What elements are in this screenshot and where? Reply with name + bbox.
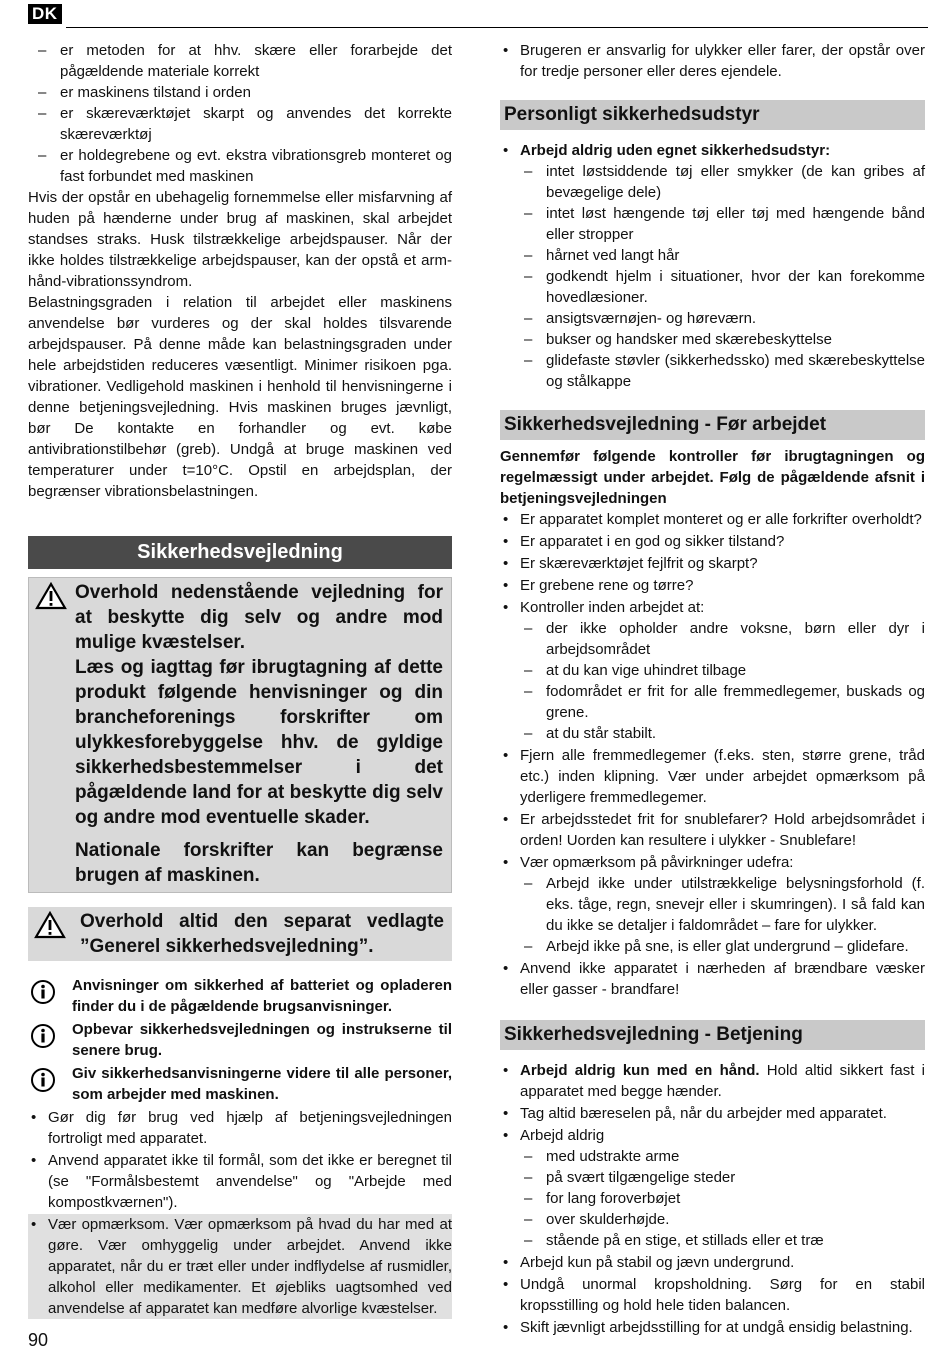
list-item: • Fjern alle fremmedlegemer (f.eks. sten, større grene, tråd etc.) inden klipning. Vær under arbejdet opmærksom på yderligere fremmedlegemer. bbox=[500, 745, 925, 808]
weather-sublist bbox=[524, 873, 925, 957]
warning-text: Læs og iagttag før ibrugtagning af dette produkt følgende henvisninger og din brancheforenings forskrifter om ulykkesforebyggelse hhv. de gyldige sikkerhedsbestemmelser i det pågældende land for at beskytte dig selv og andre mod eventuelle skader. bbox=[75, 657, 443, 828]
list-item: • Anvend ikke apparatet i nærheden af brændbare væsker eller gasser - brandfare! bbox=[500, 958, 925, 1000]
list-item: • Er apparatet i en god og sikker tilstand? bbox=[500, 531, 925, 552]
operation-heading: Sikkerhedsvejledning - Betjening bbox=[500, 1020, 925, 1050]
warning-box bbox=[28, 577, 452, 893]
list-item-text: Hold altid sikkert fast i apparatet med begge hænder. bbox=[520, 1062, 925, 1100]
warning-box bbox=[28, 907, 452, 961]
list-item: • Er skæreværktøjet fejlfrit og skarpt? bbox=[500, 553, 925, 574]
warning-triangle-icon bbox=[34, 911, 66, 939]
list-item-text: Vær opmærksom på påvirkninger udefra: bbox=[520, 854, 794, 871]
warning-text: Nationale forskrifter kan begrænse brugen af maskinen. bbox=[75, 840, 443, 886]
list-item: – med udstrakte arme bbox=[524, 1146, 925, 1167]
info-item bbox=[28, 1019, 452, 1061]
list-item: – fodområdet er frit for alle fremmedlegemer, buskads og grene. bbox=[524, 681, 925, 723]
general-bullets bbox=[28, 1107, 452, 1319]
ppe-sublist bbox=[524, 161, 925, 392]
language-tag: DK bbox=[28, 4, 62, 24]
list-item-text: Kontroller inden arbejdet at: bbox=[520, 599, 705, 616]
list-item: • Er apparatet komplet monteret og er alle forkrifter overholdt? bbox=[500, 509, 925, 530]
page-number: 90 bbox=[28, 1330, 49, 1350]
list-item: – glidefaste støvler (sikkerhedssko) med skærebeskyttelse og stålkappe bbox=[524, 350, 925, 392]
before-work-list bbox=[500, 509, 925, 1000]
list-item: – er maskinens tilstand i orden bbox=[38, 82, 452, 103]
never-work-sublist bbox=[524, 1146, 925, 1251]
list-item-bold: Arbejd aldrig kun med en hånd. bbox=[520, 1062, 760, 1079]
list-item: – stående på en stige, et stillads eller et træ bbox=[524, 1230, 925, 1251]
list-item bbox=[500, 1060, 925, 1102]
list-item: – for lang foroverbøjet bbox=[524, 1188, 925, 1209]
list-item: – Arbejd ikke på sne, is eller glat undergrund – glidefare. bbox=[524, 936, 925, 957]
list-item: • Arbejd kun på stabil og jævn undergrund. bbox=[500, 1252, 925, 1273]
list-item bbox=[500, 852, 925, 957]
info-text: Giv sikkerhedsanvisningerne videre til alle personer, som arbejder med maskinen. bbox=[72, 1065, 452, 1103]
list-item bbox=[500, 140, 925, 392]
list-item: • Tag altid bæreselen på, når du arbejder med apparatet. bbox=[500, 1103, 925, 1124]
section-title: Sikkerhedsvejledning bbox=[28, 536, 452, 569]
warning-triangle-icon bbox=[35, 582, 67, 610]
before-work-intro: Gennemfør følgende kontroller før ibrugtagningen og regelmæssigt under arbejdet. Følg de pågældende afsnit i betjeningsvejledningen bbox=[500, 448, 925, 507]
vibration-paragraph: Hvis der opstår en ubehagelig fornemmelse eller misfarvning af huden på hænderne under brug af maskinen, skal arbejdet standses straks. Husk tilstrækkelige arbejdspauser. Når der ikke holdes tilstrækkelige arbejdspauser, kan der opstå et arm-hånd-vibrationssyndrom. bbox=[28, 189, 452, 290]
header-rule bbox=[66, 27, 928, 28]
list-item: • Skift jævnligt arbejdsstilling for at undgå ensidig belastning. bbox=[500, 1317, 925, 1338]
list-item: – intet løstsiddende tøj eller smykker (de kan gribes af bevægelige dele) bbox=[524, 161, 925, 203]
info-icon bbox=[30, 1067, 56, 1093]
list-item: – at du står stabilt. bbox=[524, 723, 925, 744]
info-text: Anvisninger om sikkerhed af batteriet og opladeren finder du i de pågældende brugsanvisninger. bbox=[72, 977, 452, 1015]
list-item: – er metoden for at hhv. skære eller forarbejde det pågældende materiale korrekt bbox=[38, 40, 452, 82]
load-paragraph: Belastningsgraden i relation til arbejdet eller maskinens anvendelse bør vurderes og der skal holdes tilsvarende arbejdspauser. På denne måde kan belastningsgraden under hele arbejdstiden reduceres væsentligt. Minimer risikoen pga. vibrationer. Vedligehold maskinen i henhold til henvisningerne i denne betjeningsvejledning. Hvis maskinen bruges jævnligt, bør De kontakte en forhandler og evt. købe antivibrationstilbehør (greb). Undgå at bruge maskinen ved temperaturer under t=10°C. Opstil en arbejdsplan, der begrænser vibrationsbelastningen. bbox=[28, 294, 452, 500]
list-item: – intet løst hængende tøj eller tøj med hængende bånd eller stropper bbox=[524, 203, 925, 245]
list-item: – på svært tilgængelige steder bbox=[524, 1167, 925, 1188]
check-sublist bbox=[524, 618, 925, 744]
list-item: • Er grebene rene og tørre? bbox=[500, 575, 925, 596]
info-icon bbox=[30, 1023, 56, 1049]
warning-text: Overhold nedenstående vejledning for at beskytte dig selv og andre mod mulige kvæstelser. bbox=[75, 582, 443, 653]
list-item bbox=[500, 597, 925, 744]
check-list bbox=[38, 40, 452, 187]
info-item bbox=[28, 1063, 452, 1105]
ppe-list bbox=[500, 140, 925, 392]
list-item: • Brugeren er ansvarlig for ulykker eller farer, der opstår over for tredje personer eller deres ejendele. bbox=[500, 40, 925, 82]
list-item: – at du kan vige uhindret tilbage bbox=[524, 660, 925, 681]
info-item bbox=[28, 975, 452, 1017]
list-item: • Er arbejdsstedet frit for snublefarer? Hold arbejdsområdet i orden! Uorden kan resultere i ulykker - Snublefare! bbox=[500, 809, 925, 851]
ppe-lead: Arbejd aldrig uden egnet sikkerhedsudstyr: bbox=[520, 142, 831, 159]
info-text: Opbevar sikkerhedsvejledningen og instrukserne til senere brug. bbox=[72, 1021, 452, 1059]
list-item: – ansigtsværnøjen- og høreværn. bbox=[524, 308, 925, 329]
list-item: • Anvend apparatet ikke til formål, som det ikke er beregnet til (se "Formålsbestemt anvendelse" og "Arbejde med kompostkværnen"). bbox=[28, 1150, 452, 1213]
list-item: – der ikke opholder andre voksne, børn eller dyr i arbejdsområdet bbox=[524, 618, 925, 660]
before-work-heading: Sikkerhedsvejledning - Før arbejdet bbox=[500, 410, 925, 440]
list-item: – er holdegrebene og evt. ekstra vibrationsgreb monteret og fast forbundet med maskinen bbox=[38, 145, 452, 187]
list-item: – godkendt hjelm i situationer, hvor der kan forekomme hovedlæsioner. bbox=[524, 266, 925, 308]
top-bullets bbox=[500, 40, 925, 82]
list-item: – Arbejd ikke under utilstrækkelige belysningsforhold (f. eks. tåge, regn, snevejr eller i skumringen). I så fald kan du ikke se detaljer i faldområdet – fare for ulykker. bbox=[524, 873, 925, 936]
ppe-heading: Personligt sikkerhedsudstyr bbox=[500, 100, 925, 130]
list-item-text: Arbejd aldrig bbox=[520, 1127, 605, 1144]
list-item-highlighted: • Vær opmærksom. Vær opmærksom på hvad du har med at gøre. Vær omhyggelig under arbejdet. Anvend ikke apparatet, når du er træt eller under indflydelse af rusmidler, alkohol eller medikamenter. Et øjebliks uagtsomhed ved anvendelse af apparatet kan medføre alvorlige kvæstelser. bbox=[28, 1214, 452, 1319]
list-item: • Gør dig før brug ved hjælp af betjeningsvejledningen fortroligt med apparatet. bbox=[28, 1107, 452, 1149]
list-item: – hårnet ved langt hår bbox=[524, 245, 925, 266]
list-item: • Undgå unormal kropsholdning. Sørg for en stabil kropsstilling og hold hele tiden balancen. bbox=[500, 1274, 925, 1316]
left-column bbox=[28, 40, 452, 1320]
list-item bbox=[500, 1125, 925, 1251]
list-item: – er skæreværktøjet skarpt og anvendes det korrekte skæreværktøj bbox=[38, 103, 452, 145]
info-icon bbox=[30, 979, 56, 1005]
operation-list bbox=[500, 1060, 925, 1338]
list-item: – bukser og handsker med skærebeskyttelse bbox=[524, 329, 925, 350]
warning-text: Overhold altid den separat vedlagte ”Generel sikkerhedsvejledning”. bbox=[80, 911, 444, 957]
right-column bbox=[500, 40, 925, 1339]
list-item: – over skulderhøjde. bbox=[524, 1209, 925, 1230]
info-list bbox=[28, 975, 452, 1105]
